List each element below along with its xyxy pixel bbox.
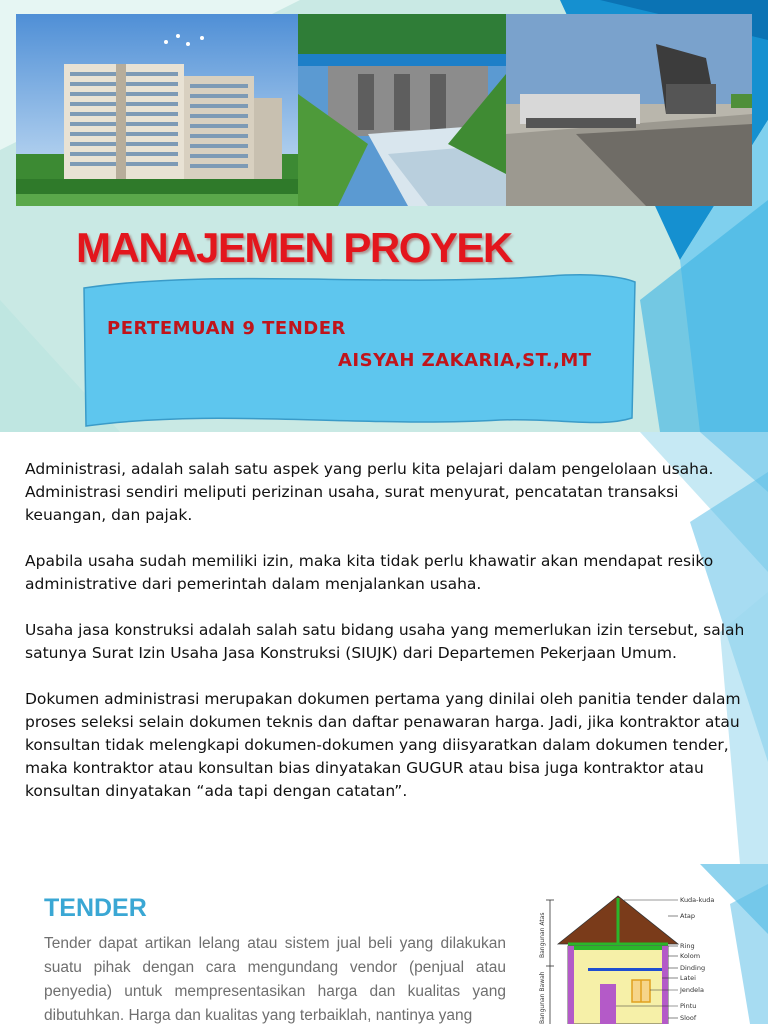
paragraph: Usaha jasa konstruksi adalah salah satu bidang usaha yang memerlukan izin tersebut, salah satunya Surat Izin Usaha Jasa Konstruksi (SIUJK) dari Departemen Pekerjaan Umum. (25, 621, 745, 662)
diagram-label: Jendela (680, 986, 704, 994)
diagram-label: Ring (680, 942, 695, 950)
diagram-side-label: Bangunan Bawah (539, 971, 546, 1024)
tender-description: Tender dapat artikan lelang atau sistem jual beli yang dilakukan suatu pihak dengan cara mengundang vendor (penjual atau penyedia) untuk mempresentasikan harga dan kualitas yang dibutuhkan. Harga dan kualitas yang terbaiklah, nantinya yang (44, 935, 506, 1024)
author-name: AISYAH ZAKARIA,ST.,MT (338, 350, 592, 371)
diagram-label: Dinding (680, 964, 706, 972)
paragraph: Dokumen administrasi merupakan dokumen pertama yang dinilai oleh panitia tender dalam proses seleksi selain dokumen teknis dan daftar penawaran harga. Jadi, jika kontraktor atau konsultan tidak melengkapi dokumen-dokumen yang diisyaratkan dalam dokumen tender, maka kontraktor atau konsultan bias dinyatakan GUGUR atau bisa juga kontraktor atau konsultan dinyatakan “ada tapi dengan catatan”. (25, 690, 741, 800)
diagram-label: Pintu (680, 1002, 697, 1010)
presentation-title: MANAJEMEN PROYEK (76, 224, 512, 271)
house-structure-diagram (528, 888, 738, 1024)
diagram-label: Kolom (680, 952, 701, 960)
diagram-label: Kuda-kuda (680, 896, 715, 904)
road-paving-photo (506, 14, 752, 206)
tender-slide (0, 864, 768, 1024)
meeting-subtitle: PERTEMUAN 9 TENDER (107, 318, 346, 339)
dam-water-gate-photo (298, 14, 506, 206)
tender-heading: TENDER (44, 894, 147, 922)
diagram-label: Latei (680, 974, 696, 982)
title-banner (80, 268, 640, 428)
diagram-side-label: Bangunan Atas (539, 912, 546, 958)
paragraph: Administrasi, adalah salah satu aspek yang perlu kita pelajari dalam pengelolaan usaha. Administrasi sendiri meliputi perizinan usaha, surat menyurat, pencatatan transaksi keuangan, dan pajak. (25, 460, 714, 524)
diagram-label: Atap (680, 912, 695, 920)
administration-text (25, 458, 745, 826)
administration-slide (0, 432, 768, 864)
diagram-label: Sloof (680, 1014, 697, 1022)
paragraph: Apabila usaha sudah memiliki izin, maka kita tidak perlu khawatir akan mendapat resiko administrative dari pemerintah dalam menjalankan usaha. (25, 552, 714, 593)
apartment-building-photo (16, 14, 298, 206)
title-slide (0, 0, 768, 432)
